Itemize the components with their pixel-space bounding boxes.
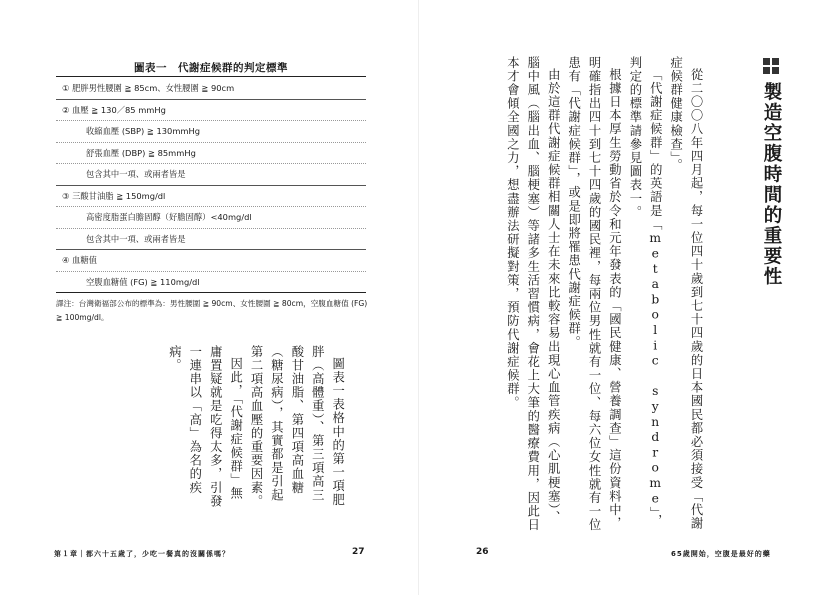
criteria-row: ③ 三酸甘油脂 ≧ 150mg/dl bbox=[56, 185, 366, 207]
book-title-footer: 65歲開始，空腹是最好的藥 bbox=[671, 550, 771, 558]
criteria-subrow: 包含其中一項、或兩者皆是 bbox=[56, 228, 366, 250]
criteria-table bbox=[56, 76, 366, 293]
body-paragraph: 根據日本厚生勞動省於令和元年發表的「國民健康、營養調查」這份資料中，明確指出四十到七十四歲的國民裡，每兩位男性就有一位、每六位女性就有一位患有「代謝症候群」，或是即將罹患代謝症候群。 bbox=[566, 56, 622, 532]
section-mark-icon bbox=[763, 58, 779, 74]
criteria-row: ④ 血糖值 bbox=[56, 249, 366, 271]
left-page bbox=[0, 0, 419, 595]
translator-note: 譯注：台灣衛福部公布的標準為：男性腰圍 ≧ 90cm、女性腰圍 ≧ 80cm，空腹血糖值 (FG) ≧ 100mg/dl。 bbox=[56, 299, 368, 322]
criteria-row: ① 肥胖男性腰圍 ≧ 85cm、女性腰圍 ≧ 90cm bbox=[62, 82, 235, 93]
body-paragraph: 圖表一表格中的第一項肥胖（高體重）、第三項高三酸甘油脂、第四項高血糖（糖尿病），其實都是引起第二項高血壓的重要因素。 bbox=[249, 345, 345, 509]
page-number: 26 bbox=[476, 547, 489, 557]
criteria-subrow: 包含其中一項、或兩者皆是 bbox=[56, 163, 366, 185]
criteria-subrow: 舒張血壓 (DBP) ≧ 85mmHg bbox=[56, 142, 366, 164]
criteria-subrow: 高密度脂蛋白膽固醇（好膽固醇）<40mg/dl bbox=[56, 206, 366, 228]
body-paragraph: 由於這群代謝症候群相關人士在未來比較容易出現心血管疾病（心肌梗塞）、腦中風（腦出血、腦梗塞）等諸多生活習慣病，會花上大筆的醫療費用，因此日本才會傾全國之力，想盡辦法研擬對策，預防代謝症候群。 bbox=[505, 56, 561, 532]
right-body-text bbox=[502, 56, 706, 532]
body-paragraph: 因此，「代謝症候群」無庸置疑就是吃得太多，引發一連串以「高」為名的疾病。 bbox=[167, 345, 243, 509]
body-paragraph: 從二〇〇八年四月起，每一位四十歲到七十四歲的日本國民都必須接受「代謝症候群健康檢查」。 bbox=[668, 56, 704, 531]
criteria-subrow: 空腹血糖值 (FG) ≧ 110mg/dl bbox=[56, 271, 366, 293]
right-page bbox=[419, 0, 839, 595]
body-paragraph: 「代謝症候群」的英語是「metabolic syndrome」，判定的標準請參見圖表一。 bbox=[627, 56, 663, 528]
section-title: 製造空腹時間的重要性 bbox=[761, 82, 782, 287]
criteria-subrow: 收縮血壓 (SBP) ≧ 130mmHg bbox=[56, 120, 366, 142]
table-title: 圖表一 代謝症候群的判定標準 bbox=[134, 62, 288, 74]
criteria-row: ② 血壓 ≧ 130／85 mmHg bbox=[56, 99, 366, 121]
left-body-text bbox=[164, 345, 348, 511]
chapter-footer: 第１章｜都六十五歲了，少吃一餐真的沒關係嗎？ bbox=[54, 550, 230, 558]
page-number: 27 bbox=[352, 547, 365, 557]
